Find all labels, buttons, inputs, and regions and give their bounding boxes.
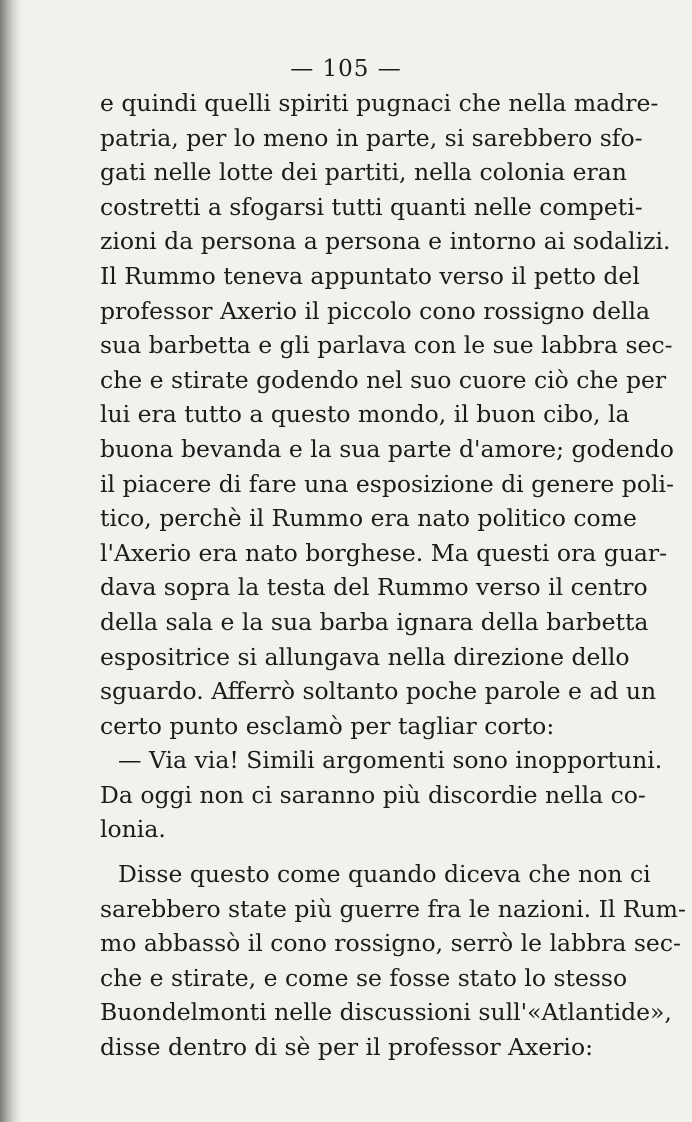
- text-line: certo punto esclamò per tagliar corto:: [100, 711, 555, 740]
- text-line: dava sopra la testa del Rummo verso il centro: [100, 573, 648, 602]
- text-line: della sala e la sua barba ignara della barbetta: [100, 607, 649, 636]
- paragraph-spacer: [100, 847, 620, 857]
- text-line: mo abbassò il cono rossigno, serrò le labbra sec-: [100, 929, 681, 958]
- text-line: lui era tutto a questo mondo, il buon cibo, la: [100, 400, 630, 429]
- text-line: Il Rummo teneva appuntato verso il petto del: [100, 261, 640, 290]
- text-line: e quindi quelli spiriti pugnaci che nella madre-: [100, 89, 659, 117]
- text-line: professor Axerio il piccolo cono rossigno della: [100, 296, 651, 325]
- text-line: buona bevanda e la sua parte d'amore; godendo: [100, 434, 674, 463]
- text-line: zioni da persona a persona e intorno ai sodalizi.: [100, 227, 671, 256]
- paragraph-2: [100, 743, 663, 847]
- text-line: sarebbero state più guerre fra le nazioni. Il Rum-: [100, 894, 686, 923]
- text-line: lonia.: [100, 815, 166, 844]
- text-line: che e stirate godendo nel suo cuore ciò che per: [100, 365, 667, 394]
- text-line: il piacere di fare una esposizione di genere poli-: [100, 469, 674, 498]
- text-line: tico, perchè il Rummo era nato politico come: [100, 504, 637, 533]
- text-line: patria, per lo meno in parte, si sarebbero sfo-: [100, 123, 643, 152]
- body-text: [100, 86, 686, 1065]
- page-number: — 105 —: [290, 56, 402, 82]
- text-line: gati nelle lotte dei partiti, nella colonia eran: [100, 158, 627, 187]
- text-line: costretti a sfogarsi tutti quanti nelle competi-: [100, 192, 643, 221]
- text-line: sguardo. Afferrò soltanto poche parole e ad un: [100, 677, 657, 706]
- text-line: disse dentro di sè per il professor Axerio:: [100, 1033, 594, 1062]
- text-line: espositrice si allungava nella direzione dello: [100, 642, 630, 671]
- text-line: — Via via! Simili argomenti sono inopportuni.: [118, 746, 663, 775]
- text-line: che e stirate, e come se fosse stato lo stesso: [100, 963, 628, 992]
- text-line: Da oggi non ci saranno più discordie nella co-: [100, 780, 646, 809]
- text-line: sua barbetta e gli parlava con le sue labbra sec-: [100, 331, 673, 360]
- text-line: l'Axerio era nato borghese. Ma questi ora guar-: [100, 538, 668, 567]
- text-line: Buondelmonti nelle discussioni sull'«Atlantide»,: [100, 998, 672, 1027]
- paragraph-1: [100, 86, 674, 743]
- page-binding-edge: [0, 0, 22, 1122]
- text-line: Disse questo come quando diceva che non ci: [118, 860, 651, 889]
- paragraph-3: [100, 857, 686, 1065]
